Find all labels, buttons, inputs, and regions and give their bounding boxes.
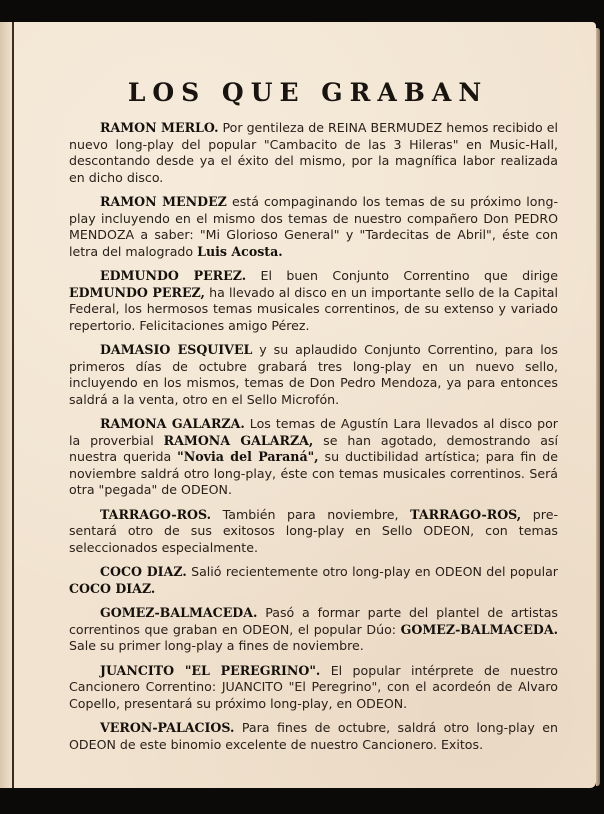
page-edge xyxy=(596,28,600,786)
artist-name: VERON-PALACIOS. xyxy=(100,720,235,735)
article-paragraph xyxy=(69,416,558,499)
article-paragraph xyxy=(69,605,558,655)
paragraph-text: Salió recientemente otro long-play en ODEON del popular xyxy=(186,564,558,579)
article-paragraph xyxy=(69,507,558,557)
magazine-page xyxy=(0,22,596,788)
paragraph-text: se han agotado, demostrando así nuestra querida xyxy=(69,432,558,464)
article-paragraph xyxy=(69,342,558,408)
artist-name: DAMASIO ESQUIVEL xyxy=(100,342,253,357)
paragraph-text: ha llevado al disco en un importante sello de la Capital Federal, los hermosos temas musicales correntinos, de su extenso y variado repertorio. Felicitaciones amigo Pérez. xyxy=(69,284,558,333)
article-paragraph xyxy=(69,268,558,334)
paragraph-text: y su aplaudido Conjunto Correntino, para los primeros días de octubre grabará tres long-play en un nuevo sello, incluyendo en los mismos, temas de Don Pedro Mendoza, ya para entonces saldrá a la venta, otro en el Sello Microfón. xyxy=(69,342,558,407)
page-title: LOS QUE GRABAN xyxy=(127,78,489,107)
article-paragraph xyxy=(69,120,558,186)
artist-name: COCO DIAZ. xyxy=(100,564,187,579)
article-body xyxy=(69,120,558,761)
paragraph-text: Por gentileza de REINA BERMUDEZ hemos recibido el nuevo long-play del popular "Cambacito de las 3 Hileras" en Music-Hall, descontando desde ya el éxito del mismo, por la magnífica labor realizada en dicho disco. xyxy=(69,120,559,185)
artist-name: EDMUNDO PEREZ. xyxy=(100,268,247,283)
article-paragraph xyxy=(69,663,558,713)
paragraph-text: También para noviembre, xyxy=(211,506,411,522)
artist-name: JUANCITO "EL PEREGRINO". xyxy=(100,662,321,678)
paragraph-text: Para fines de octubre, saldrá otro long-play en ODEON de este binomio excelente de nuestro Cancionero. Exitos. xyxy=(69,720,558,752)
paragraph-text: Los temas de Agustín Lara llevados al disco por la proverbial xyxy=(69,416,558,448)
paragraph-text: El popular intérprete de nuestro Cancionero Correntino: JUANCITO "El Peregrino", con el acordeón de Alvaro Copello, presentará su próximo long-play, en ODEON. xyxy=(69,662,558,711)
paragraph-text: Pasó a formar parte del plantel de artistas correntinos que graban en ODEON, el popular Dúo: xyxy=(69,605,558,637)
bold-text: COCO DIAZ. xyxy=(69,580,156,596)
bold-text: EDMUNDO PEREZ, xyxy=(69,284,205,300)
paragraph-text: El buen Conjunto Correntino que dirige xyxy=(246,268,558,283)
bold-text: TARRAGO-ROS, xyxy=(410,506,522,522)
paragraph-text: está compaginando los temas de su próximo long-play incluyendo en el mismo dos temas de nuestro compañero Don PEDRO MENDOZA a saber: "Mi Glorioso General" y "Tardecitas de Abril", éste con letra del malogrado xyxy=(69,194,558,259)
artist-name: GOMEZ-BALMACEDA. xyxy=(100,605,258,620)
article-paragraph xyxy=(69,720,558,753)
paragraph-text: presentará otro de sus exitosos long-play en Sello ODEON, con temas seleccionados especialmente. xyxy=(69,506,558,555)
bold-text: "Novia del Paraná", xyxy=(177,449,319,464)
article-paragraph xyxy=(69,564,558,597)
bold-text: RAMONA GALARZA, xyxy=(163,432,314,448)
binding-line xyxy=(12,22,14,788)
paragraph-text: Sale su primer long-play a fines de noviembre. xyxy=(69,638,364,653)
artist-name: RAMONA GALARZA. xyxy=(100,416,245,431)
artist-name: RAMON MENDEZ xyxy=(100,194,227,209)
bold-text: GOMEZ-BALMACEDA. xyxy=(400,621,558,637)
article-paragraph xyxy=(69,194,558,260)
bold-text: Luis Acosta. xyxy=(197,243,283,259)
page-gutter xyxy=(0,22,12,788)
artist-name: RAMON MERLO. xyxy=(100,120,219,135)
paragraph-text: su ductibilidad artística; para fin de noviembre saldrá otro long-play, éste con temas musicales correntinos. Será otra "pegada" de ODEON. xyxy=(69,449,558,497)
artist-name: TARRAGO-ROS. xyxy=(100,506,212,522)
